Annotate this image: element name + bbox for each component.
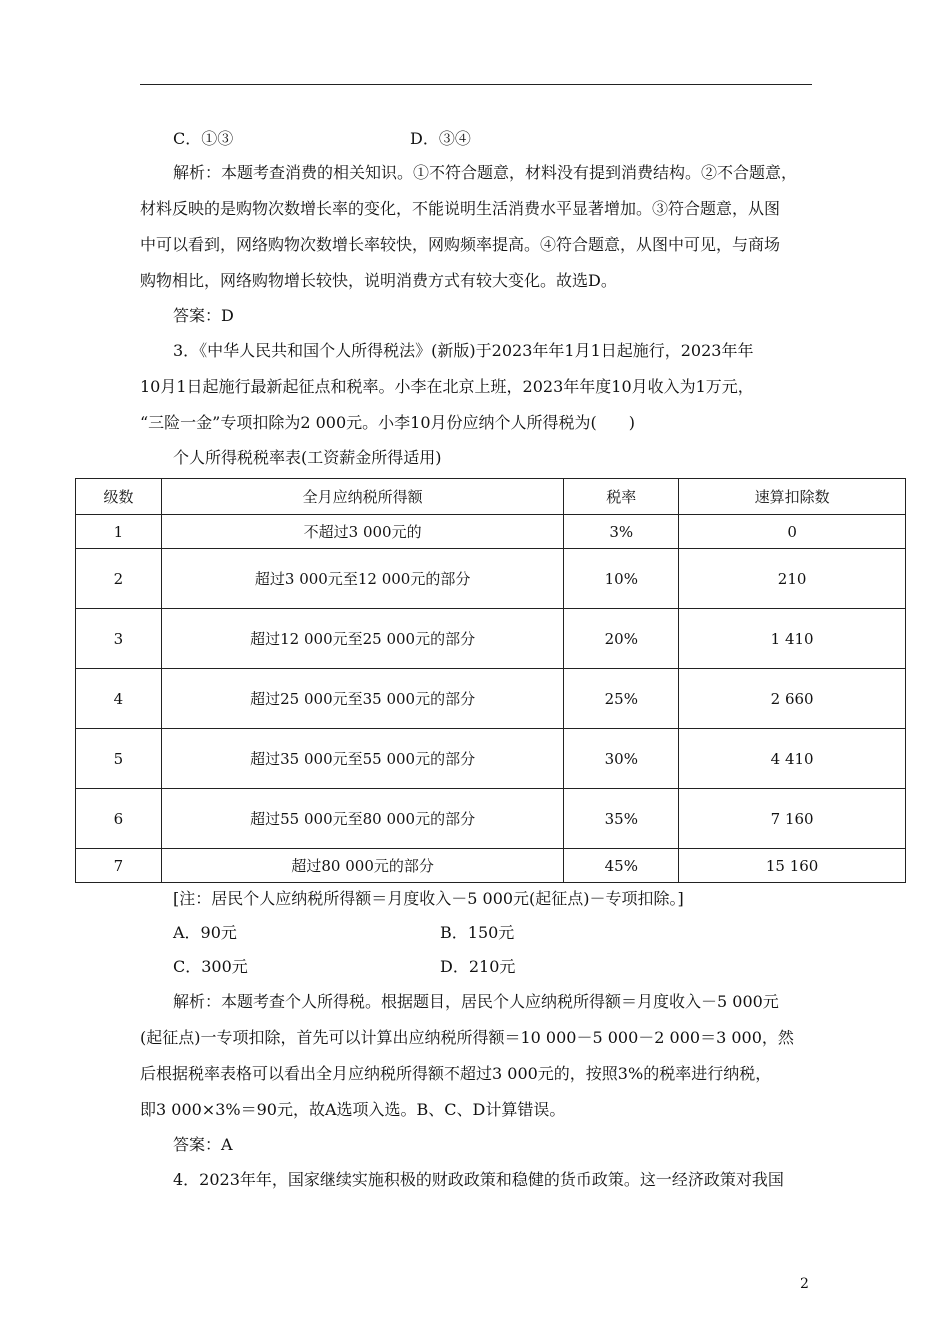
table-row [76, 729, 906, 789]
table-row [76, 849, 906, 883]
q2-answer: 答案：D [173, 306, 234, 325]
q3-analysis-line-1: 解析：本题考查个人所得税。根据题目，居民个人应纳税所得额＝月度收入－5 000元 [173, 992, 779, 1011]
cell-income-range: 超过3 000元至12 000元的部分 [161, 549, 563, 609]
cell-deduction: 7 160 [679, 789, 906, 849]
cell-rate: 35% [564, 789, 679, 849]
cell-deduction: 2 660 [679, 669, 906, 729]
cell-level: 6 [76, 789, 162, 849]
q3-option-d: D．210元 [440, 957, 516, 976]
tax-rate-table [75, 478, 906, 883]
cell-rate: 10% [564, 549, 679, 609]
q2-analysis-line-2: 材料反映的是购物次数增长率的变化，不能说明生活消费水平显著增加。③符合题意，从图 [140, 199, 781, 218]
q3-option-c: C．300元 [173, 957, 248, 976]
cell-rate: 25% [564, 669, 679, 729]
table-row [76, 515, 906, 549]
cell-deduction: 15 160 [679, 849, 906, 883]
q2-option-d: D．③④ [410, 129, 471, 148]
q3-analysis-line-3: 后根据税率表格可以看出全月应纳税所得额不超过3 000元的，按照3%的税率进行纳税， [140, 1064, 772, 1083]
cell-income-range: 超过12 000元至25 000元的部分 [161, 609, 563, 669]
cell-rate: 20% [564, 609, 679, 669]
cell-level: 3 [76, 609, 162, 669]
cell-deduction: 0 [679, 515, 906, 549]
table-row [76, 549, 906, 609]
q2-analysis-line-1: 解析：本题考查消费的相关知识。①不符合题意，材料没有提到消费结构。②不合题意， [173, 163, 798, 182]
header-taxable-income: 全月应纳税所得额 [161, 479, 563, 515]
q3-stem-line-1: 3．《中华人民共和国个人所得税法》(新版)于2023年年1月1日起施行，2023年年 [173, 341, 754, 360]
q3-answer: 答案：A [173, 1135, 233, 1154]
cell-income-range: 超过80 000元的部分 [161, 849, 563, 883]
header-quick-deduction: 速算扣除数 [679, 479, 906, 515]
cell-deduction: 210 [679, 549, 906, 609]
cell-deduction: 4 410 [679, 729, 906, 789]
header-level: 级数 [76, 479, 162, 515]
cell-income-range: 超过25 000元至35 000元的部分 [161, 669, 563, 729]
q3-stem-line-2: 10月1日起施行最新起征点和税率。小李在北京上班，2023年年度10月收入为1万元， [140, 377, 754, 396]
page-number: 2 [800, 1276, 809, 1292]
q3-option-b: B．150元 [440, 923, 515, 942]
q4-stem-line-1: 4．2023年年，国家继续实施积极的财政政策和稳健的货币政策。这一经济政策对我国 [173, 1170, 784, 1189]
table-header-row [76, 479, 906, 515]
table-row [76, 669, 906, 729]
tax-table-note: [注：居民个人应纳税所得额＝月度收入－5 000元(起征点)－专项扣除。] [173, 889, 684, 908]
table-row [76, 609, 906, 669]
cell-rate: 30% [564, 729, 679, 789]
cell-income-range: 超过55 000元至80 000元的部分 [161, 789, 563, 849]
cell-level: 1 [76, 515, 162, 549]
q2-analysis-line-4: 购物相比，网络购物增长较快，说明消费方式有较大变化。故选D。 [140, 271, 617, 290]
cell-level: 4 [76, 669, 162, 729]
cell-deduction: 1 410 [679, 609, 906, 669]
q3-analysis-line-4: 即3 000×3%＝90元，故A选项入选。B、C、D计算错误。 [140, 1100, 566, 1119]
cell-income-range: 超过35 000元至55 000元的部分 [161, 729, 563, 789]
header-rule [140, 84, 812, 85]
cell-rate: 45% [564, 849, 679, 883]
cell-level: 7 [76, 849, 162, 883]
q3-analysis-line-2: (起征点)一专项扣除，首先可以计算出应纳税所得额＝10 000－5 000－2 000＝3 000，然 [140, 1028, 794, 1047]
q2-option-c: C．①③ [173, 129, 234, 148]
q2-analysis-line-3: 中可以看到，网络购物次数增长率较快，网购频率提高。④符合题意，从图中可见，与商场 [140, 235, 781, 254]
cell-income-range: 不超过3 000元的 [161, 515, 563, 549]
table-row [76, 789, 906, 849]
cell-rate: 3% [564, 515, 679, 549]
cell-level: 5 [76, 729, 162, 789]
q3-option-a: A．90元 [173, 923, 237, 942]
header-tax-rate: 税率 [564, 479, 679, 515]
cell-level: 2 [76, 549, 162, 609]
q3-stem-line-3: “三险一金”专项扣除为2 000元。小李10月份应纳个人所得税为( ) [140, 413, 636, 432]
tax-table-title: 个人所得税税率表(工资薪金所得适用) [173, 448, 442, 467]
